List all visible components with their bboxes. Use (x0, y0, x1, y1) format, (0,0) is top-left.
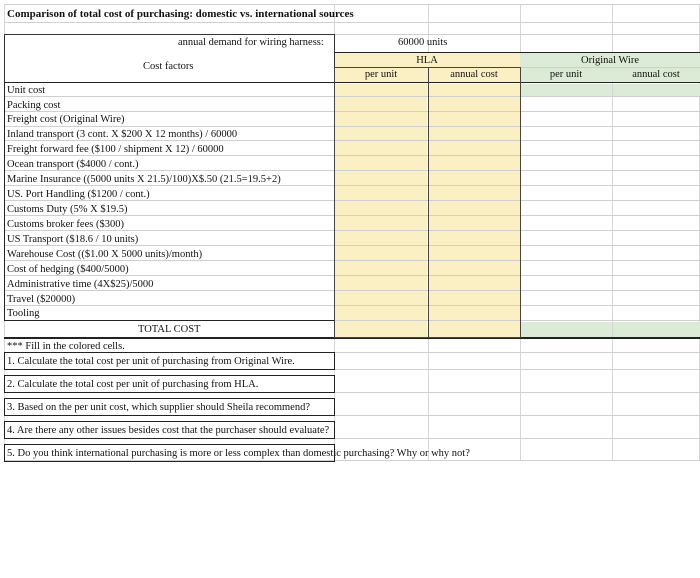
sheet-title: Comparison of total cost of purchasing: domestic vs. international sources (7, 8, 354, 20)
original-annual-cost-column[interactable] (613, 84, 700, 96)
cost-row-customs-broker: Customs broker fees ($300) (7, 219, 124, 230)
annual-demand-label: annual demand for wiring harness: (178, 37, 324, 48)
cost-row-inland-transport: Inland transport (3 cont. X $200 X 12 months) / 60000 (7, 129, 238, 140)
total-cost-label: TOTAL COST (138, 324, 201, 335)
cost-row-marine-insurance: Marine Insurance ((5000 units X 21.5)/100)X$.50 (21.5=19.5+2) (7, 174, 281, 185)
cost-row-hedging: Cost of hedging ($400/5000) (7, 264, 129, 275)
cost-row-warehouse: Warehouse Cost (($1.00 X 5000 units)/month) (7, 249, 203, 260)
hla-per-unit-box (334, 67, 429, 338)
original-annual-cost-header: annual cost (632, 69, 680, 80)
cost-row-customs-duty: Customs Duty (5% X $19.5) (7, 204, 128, 215)
annual-demand-value[interactable]: 60000 units (398, 37, 448, 48)
cost-row-tooling: Tooling (7, 308, 40, 319)
cost-factors-header: Cost factors (143, 61, 194, 72)
question-2: 2. Calculate the total cost per unit of purchasing from HLA. (7, 379, 259, 390)
hla-annual-cost-header: annual cost (450, 69, 498, 80)
cost-row-unit-cost: Unit cost (7, 85, 46, 96)
original-per-unit-column[interactable] (521, 84, 612, 96)
cost-row-freight-forward: Freight forward fee ($100 / shipment X 12) / 60000 (7, 144, 224, 155)
cost-row-us-transport: US Transport ($18.6 / 10 units) (7, 234, 139, 245)
cost-row-travel: Travel ($20000) (7, 294, 76, 305)
hla-annual-box (428, 67, 521, 338)
question-4: 4. Are there any other issues besides cost that the purchaser should evaluate? (7, 425, 330, 436)
cost-row-packing: Packing cost (7, 100, 61, 111)
original-annual-cost-total[interactable] (613, 322, 700, 337)
original-per-unit-total[interactable] (521, 322, 612, 337)
original-wire-header: Original Wire (581, 55, 639, 66)
cost-row-ocean-transport: Ocean transport ($4000 / cont.) (7, 159, 139, 170)
question-3: 3. Based on the per unit cost, which supplier should Sheila recommend? (7, 402, 310, 413)
question-5: 5. Do you think international purchasing is more or less complex than domestic purchasing? Why or why not? (7, 448, 470, 459)
original-per-unit-header: per unit (549, 69, 583, 80)
question-1: 1. Calculate the total cost per unit of purchasing from Original Wire. (7, 356, 295, 367)
fill-note: *** Fill in the colored cells. (7, 341, 125, 352)
cost-row-admin-time: Administrative time (4X$25)/5000 (7, 279, 154, 290)
cost-row-port-handling: US. Port Handling ($1200 / cont.) (7, 189, 150, 200)
hla-header: HLA (416, 55, 438, 66)
hla-per-unit-header: per unit (364, 69, 398, 80)
cost-row-freight: Freight cost (Original Wire) (7, 114, 125, 125)
